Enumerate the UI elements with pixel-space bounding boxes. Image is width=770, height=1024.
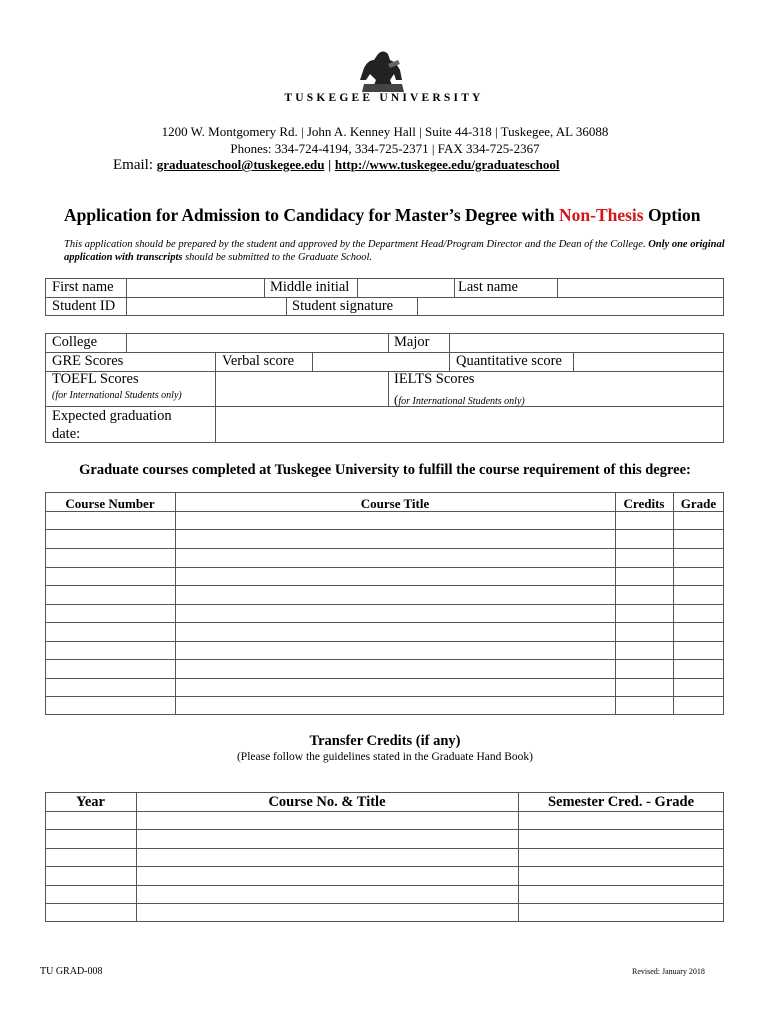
table-row[interactable]: [45, 848, 724, 849]
table-row[interactable]: [45, 604, 724, 605]
form-title: [64, 205, 701, 226]
address-line: 1200 W. Montgomery Rd. | John A. Kenney Hall | Suite 44-318 | Tuskegee, AL 36088: [161, 124, 609, 139]
col-course-title: Course Title: [360, 496, 430, 511]
table-row[interactable]: [45, 903, 724, 904]
student-signature-label: Student signature: [292, 298, 394, 314]
col-course-no-title: Course No. & Title: [268, 794, 386, 810]
table-row[interactable]: [45, 622, 724, 623]
university-logo: [268, 50, 500, 106]
revised-date: Revised: January 2018: [632, 967, 705, 976]
transfer-subtitle: (Please follow the guidelines stated in the Graduate Hand Book): [236, 751, 534, 763]
student-id-label: Student ID: [52, 298, 116, 314]
title-part1: Application for Admission to Candidacy for Master’s Degree with: [64, 205, 559, 225]
col-semester-cred-grade: Semester Cred. - Grade: [547, 794, 695, 810]
table-row[interactable]: [45, 829, 724, 830]
table-row[interactable]: [45, 567, 724, 568]
title-part2: Option: [643, 205, 701, 225]
col-credits: Credits: [623, 496, 665, 511]
email-label: Email:: [113, 157, 153, 173]
table-row[interactable]: [45, 585, 724, 586]
intro-text: This application should be prepared by the student and approved by the Department Head/Program Director and the Dean of the College.: [64, 239, 649, 250]
ielts-intl-note: (for International Students only): [394, 392, 525, 407]
courses-section-title: Graduate courses completed at Tuskegee University to fulfill the course requirement of this degree:: [79, 462, 691, 478]
middle-initial-label: Middle initial: [270, 279, 350, 295]
contact-line: [113, 157, 559, 174]
expected-graduation-label: Expected graduation: [52, 408, 172, 424]
major-label: Major: [394, 334, 430, 350]
table-row[interactable]: [45, 885, 724, 886]
intro-end: should be submitted to the Graduate School.: [182, 252, 373, 263]
email-link[interactable]: graduateschool@tuskegee.edu: [156, 157, 325, 172]
form-id: TU GRAD-008: [40, 966, 103, 977]
title-highlight: Non-Thesis: [559, 205, 644, 225]
statue-icon: [358, 50, 408, 94]
table-row[interactable]: [45, 866, 724, 867]
col-year: Year: [76, 794, 105, 810]
intro-bold: Only one original application with transcripts: [64, 239, 725, 263]
instructions: [64, 238, 730, 264]
verbal-score-label: Verbal score: [222, 353, 295, 369]
table-row[interactable]: [45, 678, 724, 679]
first-name-label: First name: [52, 279, 114, 295]
table-row[interactable]: [45, 696, 724, 697]
col-grade: Grade: [680, 496, 717, 511]
website-link[interactable]: http://www.tuskegee.edu/graduateschool: [334, 157, 560, 172]
quantitative-score-label: Quantitative score: [456, 353, 562, 369]
phones-line: Phones: 334-724-4194, 334-725-2371 | FAX 334-725-2367: [230, 141, 540, 156]
expected-graduation-label-2: date:: [52, 426, 81, 442]
last-name-label: Last name: [458, 279, 518, 295]
ielts-scores-label: IELTS Scores: [394, 371, 475, 387]
college-label: College: [52, 334, 98, 350]
table-row[interactable]: [45, 641, 724, 642]
toefl-scores-label: TOEFL Scores: [52, 371, 139, 387]
table-row[interactable]: [45, 659, 724, 660]
toefl-intl-note: (for International Students only): [52, 390, 182, 401]
transfer-section-title: Transfer Credits (if any): [309, 733, 461, 749]
gre-scores-label: GRE Scores: [52, 353, 124, 369]
university-name: TUSKEGEE UNIVERSITY: [284, 92, 484, 104]
separator: |: [328, 157, 332, 172]
col-course-number: Course Number: [65, 496, 155, 511]
table-row[interactable]: [45, 529, 724, 530]
table-row[interactable]: [45, 548, 724, 549]
